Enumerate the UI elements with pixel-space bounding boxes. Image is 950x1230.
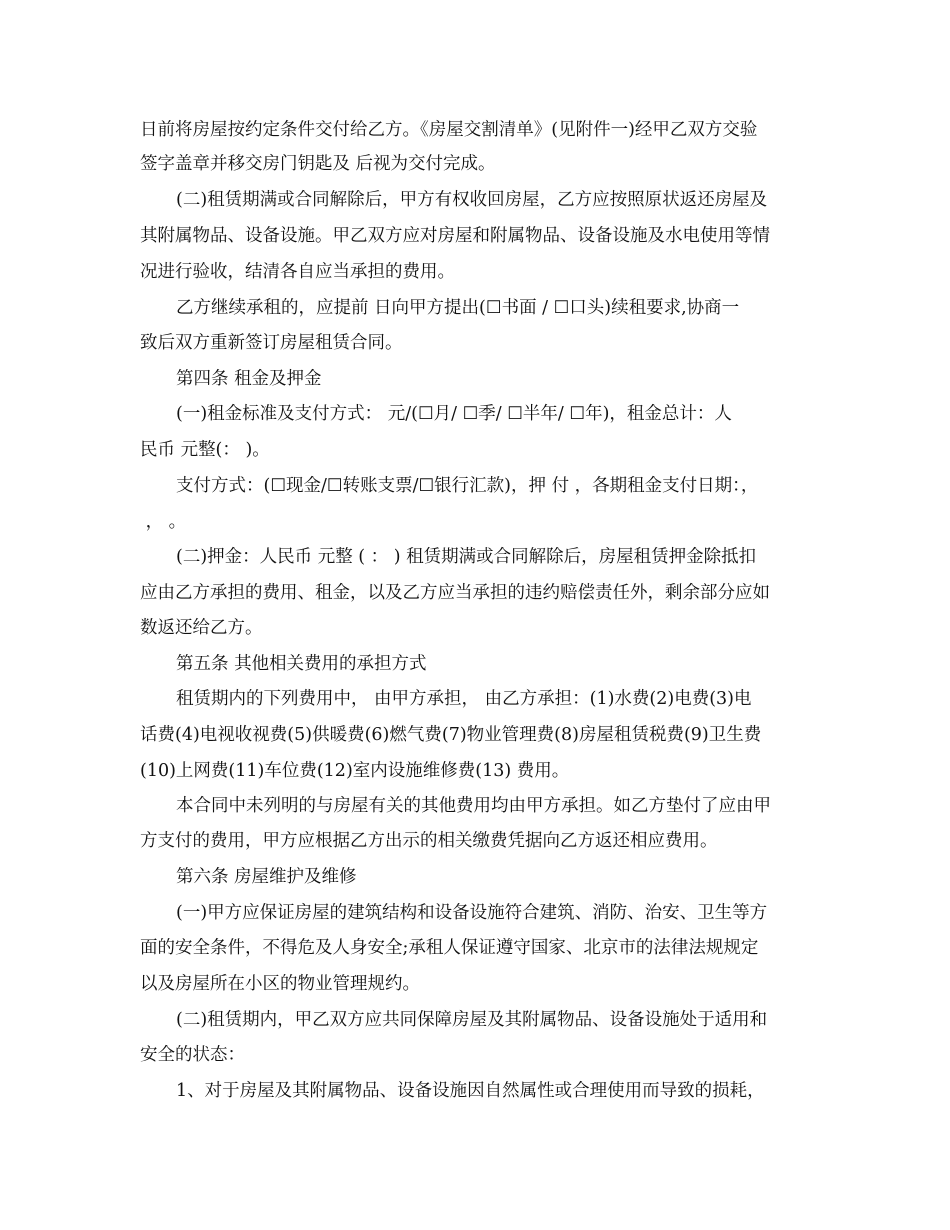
text-line: 况进行验收，结清各自应当承担的费用。 [140,262,455,282]
text-line: 安全的状态： [140,1045,245,1065]
text-line: (一)租金标准及支付方式： 元/(☐月/ ☐季/ ☐半年/ ☐年)，租金总计：人 [176,404,732,424]
text-line: (二)租赁期满或合同解除后，甲方有权收回房屋，乙方应按照原状返还房屋及 [176,190,768,210]
text-line: 应由乙方承担的费用、租金，以及乙方应当承担的违约赔偿责任外，剩余部分应如 [140,583,770,603]
text-line: 方支付的费用，甲方应根据乙方出示的相关缴费凭据向乙方返还相应费用。 [140,831,718,851]
section-heading: 第四条 租金及押金 [176,369,322,389]
text-line: 1、对于房屋及其附属物品、设备设施因自然属性或合理使用而导致的损耗， [176,1081,765,1101]
text-line: 民币 元整(： )。 [140,440,270,460]
text-line: 租赁期内的下列费用中， 由甲方承担， 由乙方承担：(1)水费(2)电费(3)电 [176,689,752,709]
section-heading: 第五条 其他相关费用的承担方式 [176,654,427,674]
text-line: (10)上网费(11)车位费(12)室内设施维修费(13) 费用。 [140,761,570,781]
text-line: 面的安全条件，不得危及人身安全;承租人保证遵守国家、北京市的法律法规规定 [140,938,759,958]
text-line: 日前将房屋按约定条件交付给乙方。《房屋交割清单》(见附件一)经甲乙双方交验 [140,120,758,140]
text-line: (二)押金：人民币 元整 ( ： ) 租赁期满或合同解除后，房屋租赁押金除抵扣 [176,547,757,567]
text-line: 致后双方重新签订房屋租赁合同。 [140,333,403,353]
text-line: 其附属物品、设备设施。甲乙双方应对房屋和附属物品、设备设施及水电使用等情 [140,226,770,246]
text-line: (二)租赁期内，甲乙双方应共同保障房屋及其附属物品、设备设施处于适用和 [176,1010,768,1030]
text-line: 本合同中未列明的与房屋有关的其他费用均由甲方承担。如乙方垫付了应由甲 [176,796,771,816]
section-heading: 第六条 房屋维护及维修 [176,867,357,887]
text-line: ， 。 [140,512,187,532]
text-line: 支付方式：(☐现金/☐转账支票/☐银行汇款)，押 付 ，各期租金支付日期：， [176,476,759,496]
text-line: (一)甲方应保证房屋的建筑结构和设备设施符合建筑、消防、治安、卫生等方 [176,903,768,923]
text-line: 签字盖章并移交房门钥匙及 后视为交付完成。 [140,154,496,174]
text-line: 话费(4)电视收视费(5)供暖费(6)燃气费(7)物业管理费(8)房屋租赁税费(9)卫生费 [140,725,762,745]
text-line: 乙方继续承租的，应提前 日向甲方提出(☐书面 / ☐口头)续租要求,协商一 [176,298,740,318]
text-line: 以及房屋所在小区的物业管理规约。 [140,974,420,994]
text-line: 数返还给乙方。 [140,618,263,638]
